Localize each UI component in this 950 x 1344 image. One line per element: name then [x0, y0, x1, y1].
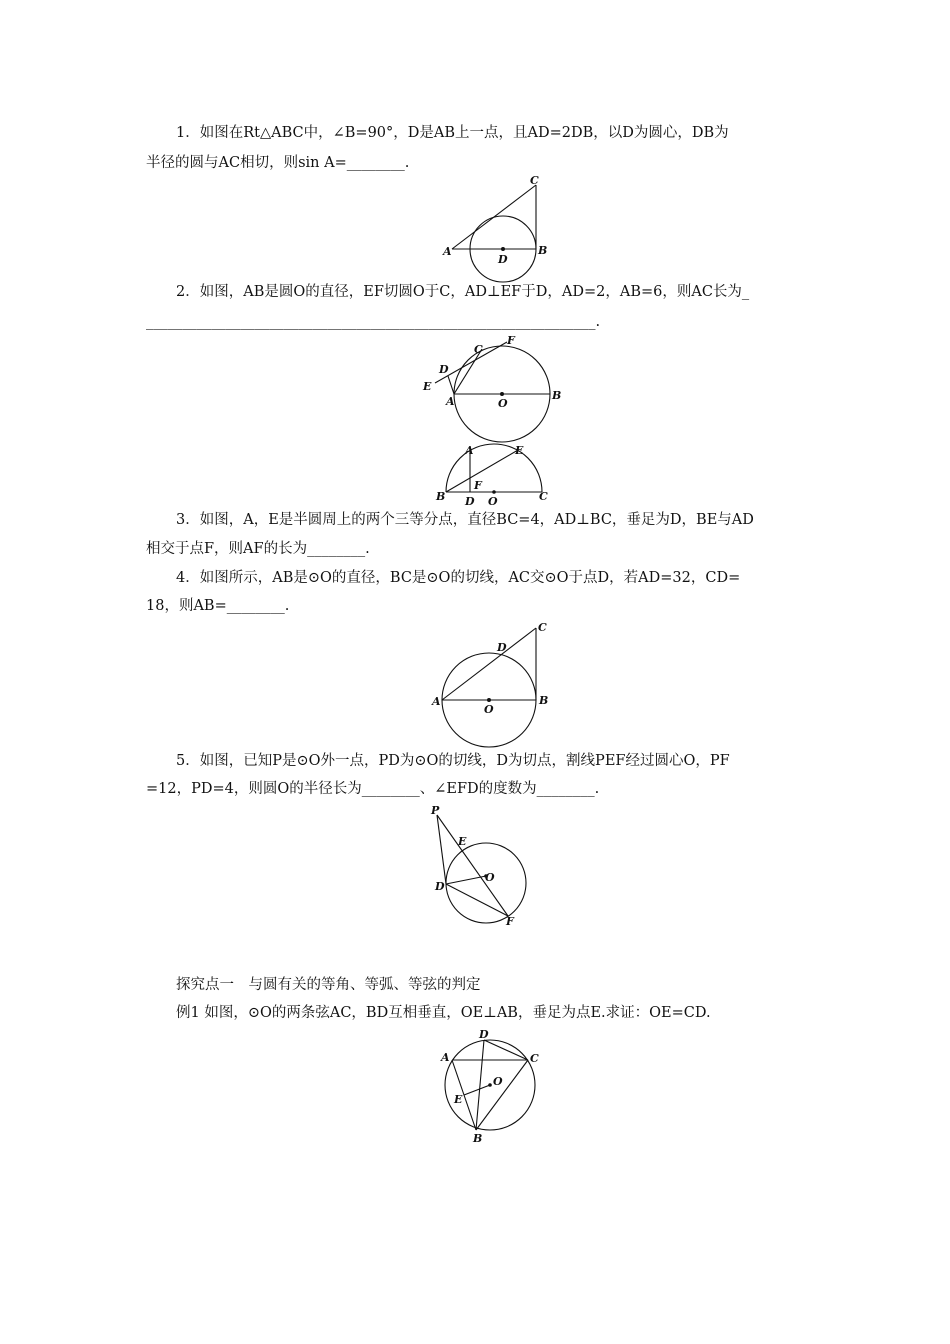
fig1-label-d: D	[498, 253, 508, 266]
problem-4-line-2: 18，则AB=________.	[146, 598, 290, 614]
figure-6-diagram	[435, 1028, 550, 1146]
fig6-label-a: A	[441, 1051, 450, 1064]
fig4-label-o: O	[484, 703, 494, 716]
fig2-label-b: B	[552, 389, 562, 402]
problem-1-line-1: 1．如图在Rt△ABC中，∠B=90°，D是AB上一点，且AD=2DB，以D为圆心，DB为	[176, 125, 729, 141]
fig5-secant-pef	[437, 815, 508, 916]
figure-3-diagram	[432, 442, 552, 508]
problem-2-line-1: 2．如图，AB是圆O的直径，EF切圆O于C，AD⊥EF于D，AD=2，AB=6，则AC长为_	[176, 284, 750, 300]
fig6-label-o: O	[493, 1075, 503, 1088]
fig1-segment-ac	[452, 185, 536, 249]
fig3-label-a: A	[465, 444, 474, 457]
figure-2-diagram	[415, 335, 565, 445]
fig5-label-p: P	[431, 804, 440, 817]
fig1-label-b: B	[538, 244, 548, 257]
fig6-label-d: D	[479, 1028, 489, 1041]
fig2-center-dot	[500, 392, 504, 396]
fig4-label-d: D	[497, 641, 507, 654]
fig6-chord-bd	[476, 1040, 484, 1130]
fig6-label-e: E	[454, 1093, 463, 1106]
fig5-segment-df	[446, 884, 508, 916]
fig2-label-c: C	[474, 343, 483, 356]
fig5-label-o: O	[485, 871, 495, 884]
fig2-label-o: O	[498, 397, 508, 410]
problem-1-line-2: 半径的圆与AC相切，则sin A=________.	[146, 155, 410, 171]
figure-5-diagram	[425, 803, 535, 928]
fig6-segment-bc	[476, 1060, 528, 1130]
figure-1-diagram	[440, 175, 550, 265]
fig3-semicircle	[446, 444, 542, 492]
fig1-label-c: C	[530, 174, 539, 187]
fig2-label-a: A	[446, 395, 455, 408]
fig6-label-b: B	[473, 1132, 483, 1145]
problem-3-line-2: 相交于点F，则AF的长为________.	[146, 541, 370, 557]
fig2-label-f: F	[507, 334, 515, 347]
fig3-label-f: F	[474, 479, 482, 492]
fig5-label-d: D	[435, 880, 445, 893]
fig3-label-c: C	[539, 490, 548, 503]
fig3-center-dot	[492, 490, 496, 494]
figure-4-diagram	[430, 618, 560, 738]
fig2-segment-ad	[448, 376, 454, 394]
section-title: 探究点一 与圆有关的等角、等弧、等弦的判定	[176, 977, 481, 993]
fig4-label-a: A	[432, 695, 441, 708]
problem-5-line-1: 5．如图，已知P是⊙O外一点，PD为⊙O的切线，D为切点，割线PEF经过圆心O，PF	[176, 753, 730, 769]
fig5-segment-do	[446, 876, 486, 884]
fig3-label-d: D	[465, 495, 475, 508]
fig3-label-o: O	[488, 495, 498, 508]
problem-2-line-2: ______________________________________________________________.	[146, 314, 601, 330]
problem-5-line-2: =12，PD=4，则圆O的半径长为________、∠EFD的度数为________.	[146, 781, 600, 797]
fig6-segment-oe	[464, 1085, 490, 1095]
fig4-segment-ac	[442, 628, 536, 700]
fig1-center-dot	[501, 247, 505, 251]
example-1-statement: 例1 如图，⊙O的两条弦AC，BD互相垂直，OE⊥AB，垂足为点E.求证：OE=CD.	[176, 1005, 711, 1021]
fig3-label-e: E	[515, 444, 524, 457]
fig1-label-a: A	[443, 245, 452, 258]
fig4-label-b: B	[539, 694, 549, 707]
fig6-label-c: C	[530, 1052, 539, 1065]
fig2-label-d: D	[439, 363, 449, 376]
fig3-segment-be	[446, 450, 518, 492]
problem-3-line-1: 3．如图，A，E是半圆周上的两个三等分点，直径BC=4，AD⊥BC，垂足为D，BE与AD	[176, 512, 754, 528]
fig4-label-c: C	[538, 621, 547, 634]
fig5-label-f: F	[506, 915, 514, 928]
problem-4-line-1: 4．如图所示，AB是⊙O的直径，BC是⊙O的切线，AC交⊙O于点D，若AD=32，CD=	[176, 570, 741, 586]
fig2-label-e: E	[423, 380, 432, 393]
fig3-label-b: B	[436, 490, 446, 503]
fig6-center-dot	[488, 1083, 492, 1087]
fig4-center-dot	[487, 698, 491, 702]
fig5-label-e: E	[458, 835, 467, 848]
